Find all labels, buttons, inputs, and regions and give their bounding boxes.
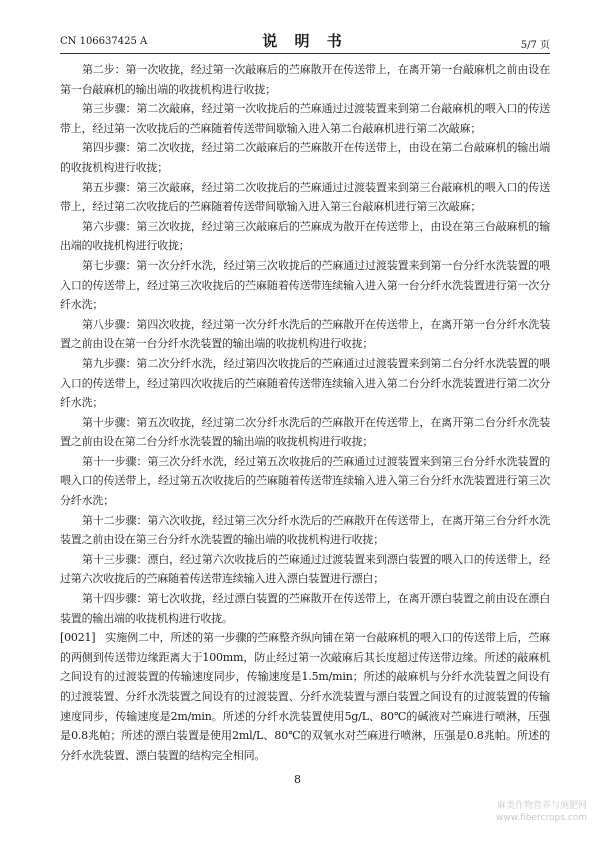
paragraph-tag: [0021] xyxy=(60,631,96,645)
header-divider xyxy=(60,53,550,54)
watermark xyxy=(496,800,587,824)
paragraph-0021 xyxy=(60,628,550,765)
paragraph-step-8: 第八步骤：第四次收拢，经过第一次分纤水洗后的苎麻散开在传送带上，在离开第一台分纤水洗装置之前由设在第一台分纤水洗装置的输出端的收拢机构进行收拢； xyxy=(60,317,550,351)
paragraph-step-10: 第十步骤：第五次收拢，经过第二次分纤水洗后的苎麻散开在传送带上，在离开第二台分纤水洗装置之前由设在第二台分纤水洗装置的输出端的收拢机构进行收拢； xyxy=(60,415,550,449)
paragraph-step-3: 第三步骤：第二次敲麻，经过第一次收拢后的苎麻通过过渡装置来到第二台敲麻机的喂入口的传送带上，经过第一次收拢后的苎麻随着传送带间歇输入进入第二台敲麻机进行第二次敲麻； xyxy=(60,102,550,135)
paragraph-step-14: 第十四步骤：第七次收拢，经过漂白装置的苎麻散开在传送带上，在离开漂白装置之前由设在漂白装置的输出端的收拢机构进行收拢。 xyxy=(60,592,550,625)
paragraph-step-2: 第二步：第一次收拢，经过第一次敲麻后的苎麻散开在传送带上，在离开第一台敲麻机之前由设在第一台敲麻机的输出端的收拢机构进行收拢； xyxy=(60,63,550,96)
watermark-line-1: 麻类作物营养与施肥网 xyxy=(496,801,587,811)
paragraph-step-5: 第五步骤：第三次敲麻，经过第二次收拢后的苎麻通过过渡装置来到第三台敲麻机的喂入口的传送带上，经过第二次收拢后的苎麻随着传送带间歇输入进入第三台敲麻机进行第三次敲麻； xyxy=(60,180,550,214)
paragraph-step-13: 第十三步骤：漂白，经过第六次收拢后的苎麻通过过渡装置来到漂白装置的喂入口的传送带上，经过第六次收拢后的苎麻随着传送带连续输入进入漂白装置进行漂白； xyxy=(60,552,550,586)
paragraph-step-11: 第十一步骤：第三次分纤水洗，经过第五次收拢后的苎麻通过过渡装置来到第三台分纤水洗装置的喂入口的传送带上，经过第五次收拢后的苎麻随着传送带连续输入进入第三台分纤水洗装置进行第三次分纤水洗； xyxy=(60,454,550,508)
paragraph-step-6: 第六步骤：第三次收拢，经过第三次敲麻后的苎麻成为散开在传送带上，由设在第三台敲麻机的输出端的收拢机构进行收拢； xyxy=(60,219,550,253)
document-body xyxy=(60,60,550,765)
paragraph-step-9: 第九步骤：第二次分纤水洗，经过第四次收拢后的苎麻通过过渡装置来到第二台分纤水洗装置的喂入口的传送带上，经过第四次收拢后的苎麻随着传送带连续输入进入第二台分纤水洗装置进行第二次分纤水洗； xyxy=(60,356,550,410)
patent-number: CN 106637425 A xyxy=(60,36,148,47)
paragraph-0021-text: 实施例二中，所述的第一步骤的苎麻整齐纵向铺在第一台敲麻机的喂入口的传送带上后，苎麻的两侧到传送带边缘距离大于100mm，防止经过第一次敲麻后其长度超过传送带边缘。所述的敲麻机之间设有的过渡装置的传输速度同步，传输速度是1.5m/min；所述的敲麻机与分纤水洗装置之间设有的过渡装置、分纤水洗装置之间设有的过渡装置、分纤水洗装置与漂白装置之间设有的过渡装置的传输速度同步，传输速度是2m/min。所述的分纤水洗装置使用5g/L、80℃的碱液对苎麻进行喷淋，压强是0.8兆帕；所述的漂白装置是使用2ml/L、80℃的双氧水对苎麻进行喷淋，压强是0.8兆帕。所述的分纤水洗装置、漂白装置的结构完全相同。 xyxy=(60,631,550,762)
page-header xyxy=(60,30,550,52)
paragraph-step-12: 第十二步骤：第六次收拢，经过第三次分纤水洗后的苎麻散开在传送带上，在离开第三台分纤水洗装置之前由设在第三台分纤水洗装置的输出端的收拢机构进行收拢； xyxy=(60,513,550,547)
document-title: 说 明 书 xyxy=(262,32,348,50)
page-number: 8 xyxy=(294,773,301,786)
page-indicator: 5/7 页 xyxy=(520,40,550,51)
paragraph-step-4: 第四步骤：第二次收拢，经过第二次敲麻后的苎麻散开在传送带上，由设在第二台敲麻机的输出端的收拢机构进行收拢； xyxy=(60,141,550,174)
paragraph-step-7: 第七步骤：第一次分纤水洗，经过第三次收拢后的苎麻通过过渡装置来到第一台分纤水洗装置的喂入口的传送带上，经过第三次收拢后的苎麻随着传送带连续输入进入第一台分纤水洗装置进行第一次分纤水洗； xyxy=(60,258,550,312)
watermark-line-2: www.fibercrops.com xyxy=(496,813,587,823)
